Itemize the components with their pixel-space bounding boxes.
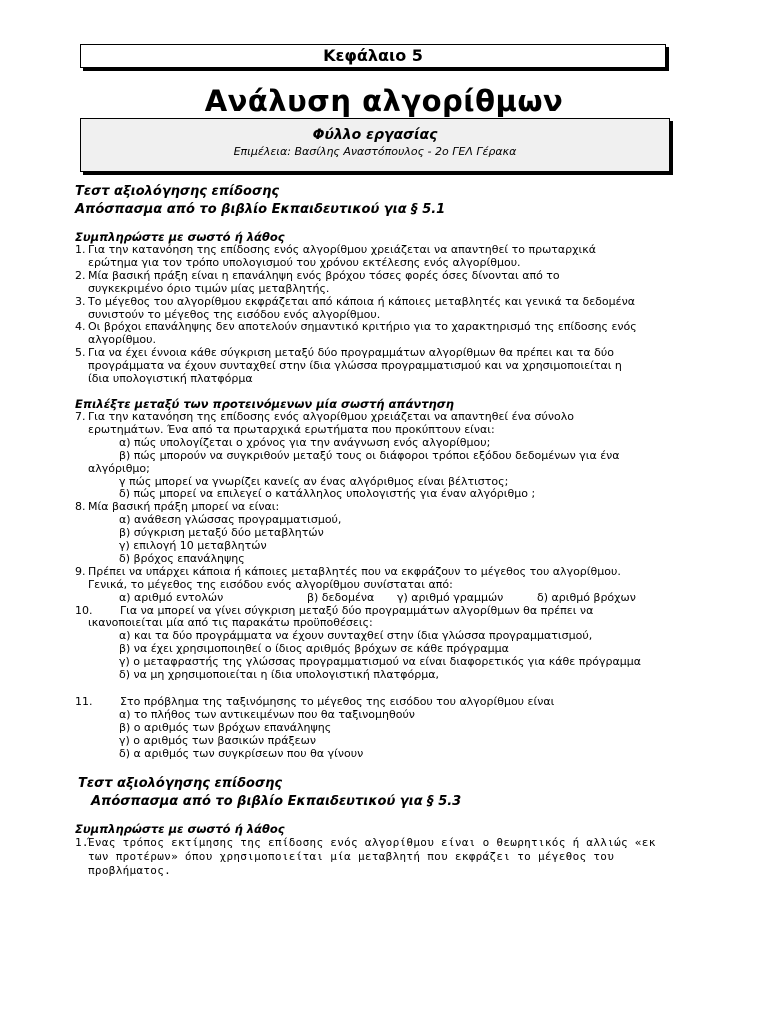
section2-heading: Τεστ αξιολόγησης επίδοσης — [78, 775, 283, 791]
answer-option: β) πώς μπορούν να συγκριθούν μεταξύ τους οι διάφοροι τρόποι εξόδου δεδομένων για ένα — [119, 448, 620, 462]
answer-option: δ) βρόχος επανάληψης — [119, 551, 245, 565]
worksheet-box — [80, 118, 670, 172]
question-item — [75, 270, 715, 296]
true-false-heading: Συμπληρώστε με σωστό ή λάθος — [75, 230, 285, 244]
question-number: 8. — [75, 500, 86, 514]
text-line: συγκεκριμένο όριο τιμών μίας μεταβλητής. — [88, 281, 330, 295]
chapter-box — [80, 44, 666, 68]
text-line: Μία βασική πράξη είναι η επανάληψη ενός βρόχου τόσες φορές όσες δίνονται από το — [88, 268, 560, 282]
question-item — [75, 411, 715, 437]
question-number: 5. — [75, 346, 86, 360]
multiple-choice-heading: Επιλέξτε μεταξύ των προτεινόμενων μία σωστή απάντηση — [75, 396, 454, 411]
question-item — [75, 296, 715, 322]
text-line: ερωτημάτων. Ένα από τα πρωταρχικά ερωτήματα που προκύπτουν είναι: — [88, 422, 495, 436]
true-false-heading-2: Συμπληρώστε με σωστό ή λάθος — [75, 821, 285, 836]
worksheet-title: Φύλλο εργασίας — [312, 127, 438, 143]
answer-option: γ) επιλογή 10 μεταβλητών — [119, 539, 267, 553]
question-text — [88, 296, 715, 322]
section1-heading: Τεστ αξιολόγησης επίδοσης — [75, 184, 280, 199]
answer-option: β) σύγκριση μεταξύ δύο μεταβλητών — [119, 526, 324, 540]
page-title: Ανάλυση αλγορίθμων — [204, 84, 564, 118]
answer-option: γ πώς μπορεί να γνωρίζει κανείς αν ένας αλγόριθμος είναι βέλτιστος; — [119, 474, 509, 488]
text-line: συνιστούν το μέγεθος της εισόδου ενός αλγορίθμου. — [88, 307, 381, 321]
question-number: 9. — [75, 564, 86, 578]
question-number: 10. — [75, 603, 93, 617]
answer-option: α) το πλήθος των αντικειμένων που θα ταξινομηθούν — [119, 707, 415, 721]
answer-option: δ) αριθμό βρόχων — [537, 590, 636, 604]
question-text — [88, 836, 715, 878]
text-line: Για την κατανόηση της επίδοσης ενός αλγορίθμου χρειάζεται να απαντηθεί το πρωταρχικά — [88, 243, 596, 256]
answer-options-row — [75, 592, 715, 605]
answer-option: β) ο αριθμός των βρόχων επανάληψης — [119, 720, 332, 734]
question-number: 3. — [75, 294, 86, 308]
question-item — [75, 244, 715, 270]
text-line: Ένας τρόπος εκτίμησης της επίδοσης ενός αλγορίθμου είναι ο θεωρητικός ή αλλιώς «εκ — [88, 835, 656, 849]
text-line: Πρέπει να υπάρχει κάποια ή κάποιες μεταβλητές που να εκφράζουν το μέγεθος του αλγορίθμου. — [88, 564, 621, 578]
section1-subheading: Απόσπασμα από το βιβλίο Εκπαιδευτικού για § 5.1 — [75, 202, 446, 217]
text-line: προγράμματα να έχουν συνταχθεί στην ίδια γλώσσα προγραμματισμού και να χρησιμοποιείται η — [88, 359, 622, 373]
question-number: 11. — [75, 695, 93, 708]
question-number: 2. — [75, 268, 86, 282]
answer-option: γ) ο αριθμός των βασικών πράξεων — [119, 733, 316, 747]
question-text: Στο πρόβλημα της ταξινόμησης το μέγεθος της εισόδου του αλγορίθμου είναι — [120, 695, 555, 708]
worksheet-subtitle: Επιμέλεια: Βασίλης Αναστόπουλος - 2ο ΓΕΛ Γέρακα — [233, 145, 517, 158]
question-item — [75, 696, 715, 709]
question-number: 7. — [75, 409, 86, 423]
text-line: αλγορίθμου. — [88, 333, 157, 347]
text-line: Για να έχει έννοια κάθε σύγκριση μεταξύ δύο προγραμμάτων αλγορίθμων θα πρέπει και τα δύο — [88, 346, 614, 360]
question-item — [75, 347, 715, 386]
question-text — [88, 270, 715, 296]
question-text — [88, 411, 715, 437]
question-item — [75, 566, 715, 592]
answer-option: α) πώς υπολογίζεται ο χρόνος για την ανάγνωση ενός αλγορίθμου; — [119, 435, 491, 449]
answer-option: α) ανάθεση γλώσσας προγραμματισμού, — [119, 513, 342, 527]
answer-option: β) δεδομένα — [307, 590, 375, 604]
question-text — [88, 347, 715, 386]
question-text — [88, 566, 715, 592]
question-text: Για να μπορεί να γίνει σύγκριση μεταξύ δύο προγραμμάτων αλγορίθμων θα πρέπει να — [120, 603, 594, 617]
question-text: Μία βασική πράξη μπορεί να είναι: — [88, 500, 280, 514]
section2-subheading: Απόσπασμα από το βιβλίο Εκπαιδευτικού για § 5.3 — [91, 793, 462, 809]
answer-option: δ) πώς μπορεί να επιλεγεί ο κατάλληλος υπολογιστής για έναν αλγόριθμο ; — [119, 487, 536, 501]
text-line: ερώτημα για τον τρόπο υπολογισμού του χρόνου εκτέλεσης ενός αλγορίθμου. — [88, 255, 521, 269]
chapter-label: Κεφάλαιο 5 — [323, 46, 423, 65]
question-number: 1. — [75, 243, 86, 256]
question-text-continued: ικανοποιείται μία από τις παρακάτω προϋποθέσεις: — [88, 616, 373, 630]
answer-option: γ) ο μεταφραστής της γλώσσας προγραμματισμού να είναι διαφορετικός για κάθε πρόγραμμα — [119, 655, 642, 669]
question-item — [75, 321, 715, 347]
question-text — [88, 244, 715, 270]
answer-option: γ) αριθμό γραμμών — [397, 590, 504, 604]
answer-option: δ) α αριθμός των συγκρίσεων που θα γίνουν — [119, 746, 364, 760]
text-line: ίδια υπολογιστική πλατφόρμα — [88, 372, 253, 386]
text-line: Το μέγεθος του αλγορίθμου εκφράζεται από κάποια ή κάποιες μεταβλητές και γενικά τα δεδομένα — [88, 294, 635, 308]
answer-option: α) αριθμό εντολών — [119, 590, 224, 604]
text-line: Για την κατανόηση της επίδοσης ενός αλγορίθμου χρειάζεται να απαντηθεί ένα σύνολο — [88, 409, 574, 423]
text-line: των προτέρων» όπου χρησιμοποιείται μία μεταβλητή που εκφράζει το μέγεθος του — [88, 849, 615, 863]
text-line: προβλήματος. — [88, 863, 172, 877]
question-number: 1. — [75, 835, 89, 849]
worksheet-content — [75, 183, 715, 878]
text-line: Οι βρόχοι επανάληψης δεν αποτελούν σημαντικό κριτήριο για το χαρακτηρισμό της επίδοσης ενός — [88, 320, 637, 334]
text-line: Γενικά, το μέγεθος της εισόδου ενός αλγορίθμου συνίσταται από: — [88, 577, 453, 591]
question-text — [88, 321, 715, 347]
question-number: 4. — [75, 320, 86, 334]
answer-option: β) να έχει χρησιμοποιηθεί ο ίδιος αριθμός βρόχων σε κάθε πρόγραμμα — [119, 642, 509, 656]
answer-option: δ) να μη χρησιμοποιείται η ίδια υπολογιστική πλατφόρμα, — [119, 668, 440, 682]
answer-option: α) και τα δύο προγράμματα να έχουν συνταχθεί στην ίδια γλώσσα προγραμματισμού, — [119, 629, 593, 643]
question-item — [75, 836, 715, 878]
answer-option-continued: αλγόριθμο; — [88, 461, 150, 475]
